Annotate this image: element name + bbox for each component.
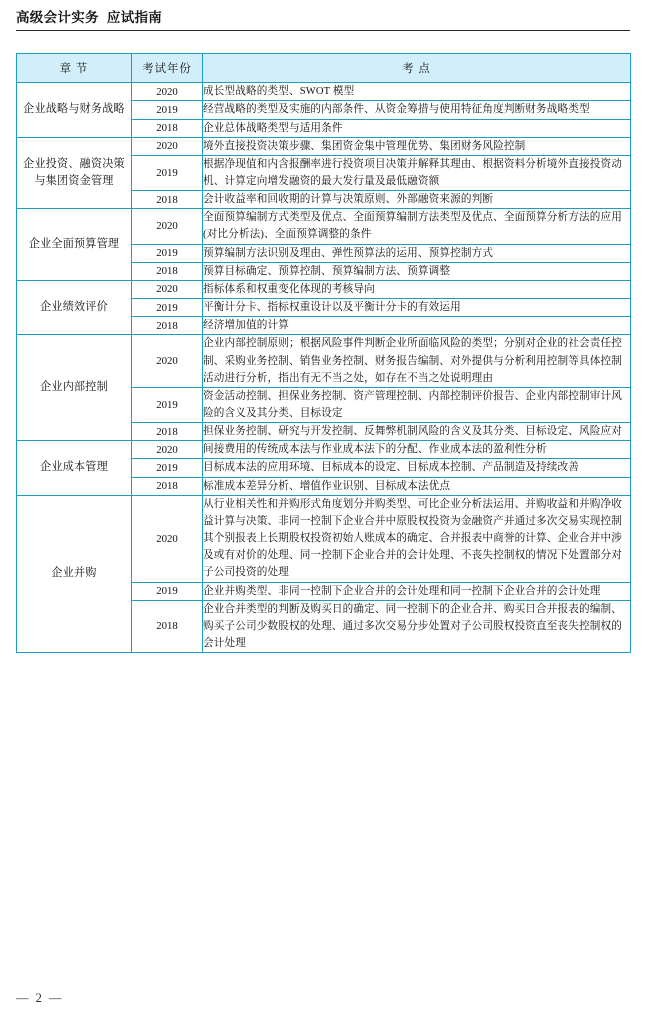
exam-point-cell: 会计收益率和回收期的计算与决策原则、外部融资来源的判断 [203, 191, 631, 209]
chapter-cell [17, 83, 132, 137]
exam-point-cell: 企业并购类型、非同一控制下企业合并的会计处理和同一控制下企业合并的会计处理 [203, 582, 631, 600]
table-row [17, 441, 631, 459]
table-body [17, 83, 631, 653]
exam-point-cell: 经营战略的类型及实施的内部条件、从资金筹措与使用特征角度判断财务战略类型 [203, 101, 631, 119]
exam-year-cell: 2018 [132, 262, 203, 280]
chapter-cell [17, 280, 132, 334]
header-divider [16, 30, 630, 31]
exam-year-cell: 2019 [132, 582, 203, 600]
running-header [16, 0, 630, 35]
exam-year-cell: 2020 [132, 137, 203, 155]
exam-point-cell: 指标体系和权重变化体现的考核导向 [203, 280, 631, 298]
column-header-point: 考 点 [203, 54, 631, 83]
table-row [17, 137, 631, 155]
exam-year-cell: 2018 [132, 477, 203, 495]
table-row [17, 280, 631, 298]
exam-points-table [16, 53, 631, 653]
chapter-cell [17, 209, 132, 281]
exam-year-cell: 2019 [132, 244, 203, 262]
exam-point-cell: 担保业务控制、研究与开发控制、反舞弊机制风险的含义及其分类、目标设定、风险应对 [203, 423, 631, 441]
table-row [17, 209, 631, 244]
exam-point-cell: 成长型战略的类型、SWOT 模型 [203, 83, 631, 101]
chapter-label-line: 企业并购 [51, 567, 97, 580]
exam-point-cell: 境外直接投资决策步骤、集团资金集中管理优势、集团财务风险控制 [203, 137, 631, 155]
exam-year-cell: 2020 [132, 335, 203, 387]
exam-point-cell: 间接费用的传统成本法与作业成本法下的分配、作业成本法的盈利性分析 [203, 441, 631, 459]
exam-year-cell: 2018 [132, 119, 203, 137]
exam-point-cell: 根据净现值和内含报酬率进行投资项目决策并解释其理由、根据资料分析境外直接投资动机、计算定向增发融资的最大发行量及最低融资额 [203, 155, 631, 190]
chapter-label-line: 企业全面预算管理 [28, 238, 120, 250]
exam-year-cell: 2020 [132, 209, 203, 244]
exam-point-cell: 企业总体战略类型与适用条件 [203, 119, 631, 137]
exam-year-cell: 2019 [132, 299, 203, 317]
chapter-label-line: 与集团资金管理 [34, 174, 114, 187]
chapter-cell [17, 335, 132, 441]
exam-year-cell: 2020 [132, 441, 203, 459]
exam-point-cell: 标准成本差异分析、增值作业识别、目标成本法优点 [203, 477, 631, 495]
exam-point-cell: 目标成本法的应用环境、目标成本的设定、目标成本控制、产品制造及持续改善 [203, 459, 631, 477]
chapter-label-line: 企业成本管理 [40, 461, 108, 474]
chapter-cell [17, 137, 132, 209]
table-row [17, 495, 631, 582]
chapter-cell [17, 441, 132, 495]
exam-year-cell: 2018 [132, 423, 203, 441]
chapter-label-line: 企业绩效评价 [40, 301, 108, 314]
exam-year-cell: 2020 [132, 495, 203, 582]
table-head [17, 54, 631, 83]
exam-year-cell: 2020 [132, 280, 203, 298]
exam-point-cell: 企业合并类型的判断及购买日的确定、同一控制下的企业合并、购买日合并报表的编制、购买子公司少数股权的处理、通过多次交易分步处置对子公司股权投资直至丧失控制权的会计处理 [203, 600, 631, 652]
table-row [17, 83, 631, 101]
column-header-chapter: 章 节 [17, 54, 132, 83]
exam-year-cell: 2018 [132, 317, 203, 335]
exam-point-cell: 全面预算编制方式类型及优点、全面预算编制方法类型及优点、全面预算分析方法的应用(对比分析法)、全面预算调整的条件 [203, 209, 631, 244]
exam-year-cell: 2019 [132, 101, 203, 119]
exam-points-table-container [16, 53, 630, 653]
exam-point-cell: 预算编制方法识别及理由、弹性预算法的运用、预算控制方式 [203, 244, 631, 262]
column-header-year: 考试年份 [132, 54, 203, 83]
exam-year-cell: 2020 [132, 83, 203, 101]
header-title: 高级会计实务 应试指南 [16, 10, 163, 25]
exam-point-cell: 平衡计分卡、指标权重设计以及平衡计分卡的有效运用 [203, 299, 631, 317]
chapter-label-line: 企业战略与财务战略 [23, 103, 125, 116]
table-row [17, 335, 631, 387]
exam-year-cell: 2018 [132, 191, 203, 209]
exam-point-cell: 经济增加值的计算 [203, 317, 631, 335]
exam-year-cell: 2019 [132, 459, 203, 477]
exam-year-cell: 2018 [132, 600, 203, 652]
chapter-label-line: 企业内部控制 [40, 381, 108, 394]
exam-point-cell: 企业内部控制原则；根据风险事件判断企业所面临风险的类型；分别对企业的社会责任控制、采购业务控制、销售业务控制、财务报告编制、对外提供与分析利用控制等具体控制活动进行分析，指出有无不当之处，如存在不当之处说明理由 [203, 335, 631, 387]
page-number: — 2 — [16, 991, 64, 1005]
chapter-cell [17, 495, 132, 652]
exam-year-cell: 2019 [132, 155, 203, 190]
exam-point-cell: 从行业相关性和并购形式角度划分并购类型、可比企业分析法运用、并购收益和并购净收益计算与决策、非同一控制下企业合并中原股权投资为金融资产并通过多次交易实现控制其个别报表上长期股权投资初始人账成本的确定、合并报表中商誉的计算、企业合并中涉及或有对价的处理、同一控制下企业合并的会计处理、不丧失控制权的情况下处置部分对子公司投资的处理 [203, 495, 631, 582]
exam-point-cell: 资金活动控制、担保业务控制、资产管理控制、内部控制评价报告、企业内部控制审计风险的含义及其分类、目标设定 [203, 387, 631, 422]
table-header-row [17, 54, 631, 83]
exam-year-cell: 2019 [132, 387, 203, 422]
chapter-label-line: 企业投资、融资决策 [23, 157, 125, 170]
exam-point-cell: 预算目标确定、预算控制、预算编制方法、预算调整 [203, 262, 631, 280]
